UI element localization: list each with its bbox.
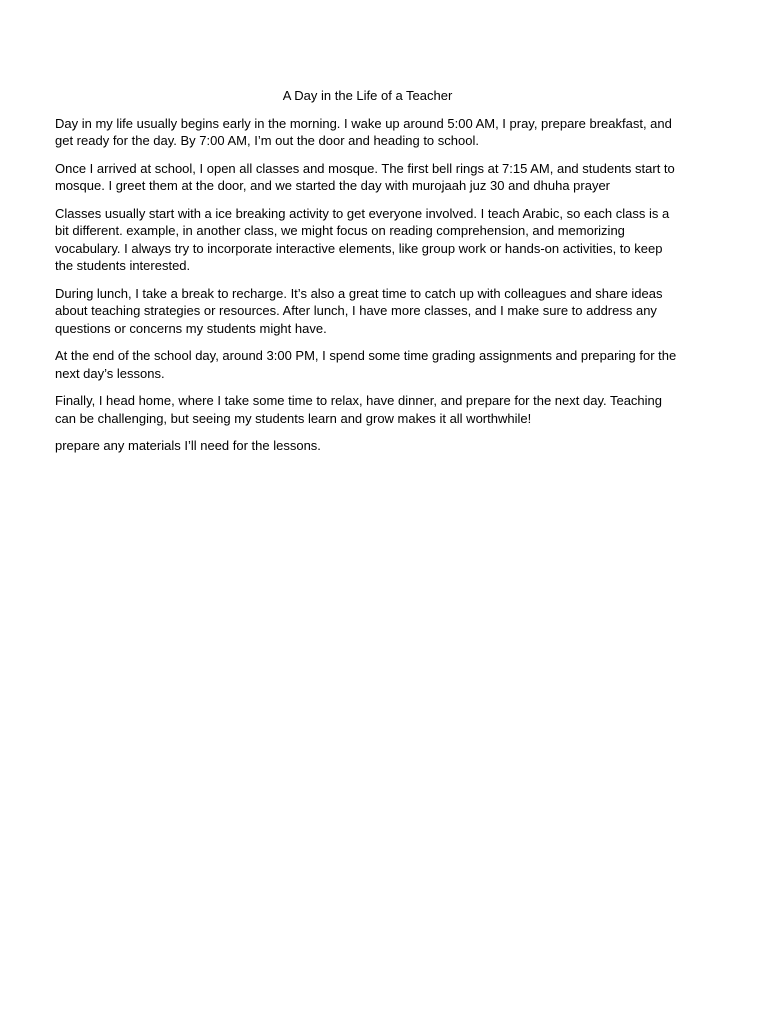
- paragraph-classes: Classes usually start with a ice breaking activity to get everyone involved. I teach Arabic, so each class is a bit different. example, in another class, we might focus on reading comprehension, and memorizing vocabulary. I always try to incorporate interactive elements, like group work or hands-on activities, to keep the students interested.: [55, 205, 670, 273]
- paragraph-home: Finally, I head home, where I take some time to relax, have dinner, and prepare for the next day. Teaching can be challenging, but seeing my students learn and grow makes it all worthwhile!: [55, 393, 663, 426]
- paragraph-arrival: Once I arrived at school, I open all classes and mosque. The first bell rings at 7:15 AM, and students start to mosque. I greet them at the door, and we started the day with murojaah juz 30 and dhuha prayer: [55, 160, 675, 193]
- document-page: [55, 87, 680, 465]
- paragraph-lunch: During lunch, I take a break to recharge. It’s also a great time to catch up with colleagues and share ideas about teaching strategies or resources. After lunch, I have more classes, and I make sure to address any questions or concerns my students might have.: [55, 285, 663, 336]
- paragraph-end-of-day: At the end of the school day, around 3:00 PM, I spend some time grading assignments and preparing for the next day’s lessons.: [55, 348, 677, 381]
- document-title: A Day in the Life of a Teacher: [282, 88, 453, 103]
- paragraph-morning: Day in my life usually begins early in the morning. I wake up around 5:00 AM, I pray, prepare breakfast, and get ready for the day. By 7:00 AM, I’m out the door and heading to school.: [55, 115, 672, 148]
- paragraph-materials: prepare any materials I’ll need for the lessons.: [55, 438, 321, 453]
